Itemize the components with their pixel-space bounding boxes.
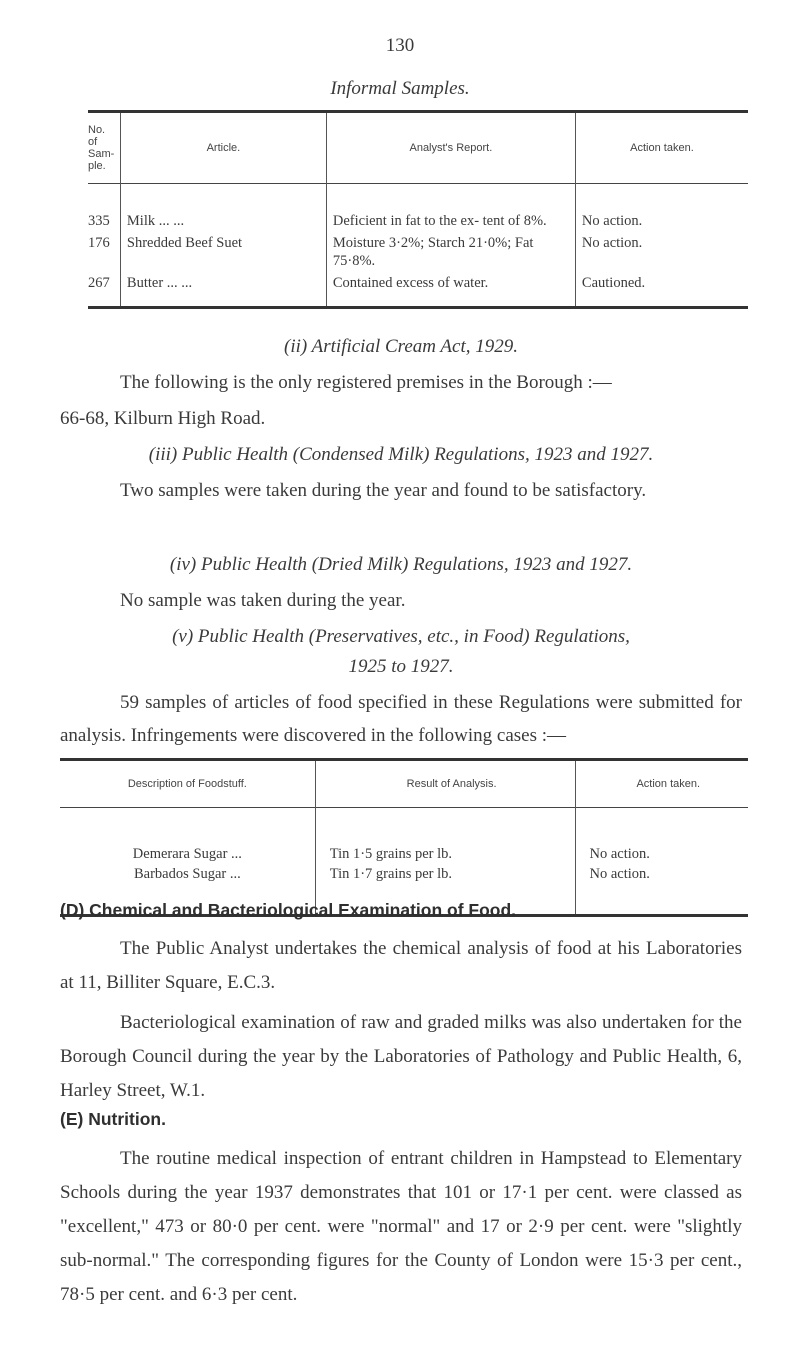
section-d-para2: Bacteriological examination of raw and graded milks was also undertaken for the Borough Council during the year by the Laboratories of Pathology and Public Health, 6, Harley Street, W.1. (60, 1012, 742, 1101)
sample-no: 335 (88, 213, 110, 229)
analysis-result: Tin 1·7 grains per lb. (315, 864, 575, 916)
foodstuff: Barbados Sugar ... (134, 866, 241, 882)
header-action-taken: Action taken. (575, 112, 748, 184)
article: Butter ... ... (120, 272, 326, 308)
table-header-row (88, 112, 748, 184)
table-header-row (60, 760, 748, 808)
sample-no: 176 (88, 235, 110, 251)
article: Milk ... ... (120, 184, 326, 233)
action-taken: No action. (575, 184, 748, 233)
table-row (88, 232, 748, 272)
analyst-report: Deficient in fat to the ex- tent of 8%. (326, 184, 575, 233)
section-iii-text: Two samples were taken during the year and found to be satisfactory. (120, 480, 647, 501)
table-row (88, 272, 748, 308)
analyst-report: Moisture 3·2%; Starch 21·0%; Fat 75·8%. (326, 232, 575, 272)
header-sample-no: No. of Sam- ple. (88, 124, 115, 172)
section-e-heading: (E) Nutrition. (60, 1109, 166, 1129)
section-iii-title: (iii) Public Health (Condensed Milk) Regulations, 1923 and 1927. (148, 444, 654, 465)
page-number: 130 (385, 35, 415, 56)
preservatives-table (60, 758, 748, 917)
section-d-heading: (D) Chemical and Bacteriological Examination of Food. (60, 900, 517, 920)
article: Shredded Beef Suet (120, 232, 326, 272)
action-taken: No action. (575, 808, 748, 865)
section-ii-title: (ii) Artificial Cream Act, 1929. (284, 336, 518, 357)
action-taken: No action. (575, 232, 748, 272)
header-result: Result of Analysis. (315, 760, 575, 808)
header-action: Action taken. (575, 760, 748, 808)
action-taken: Cautioned. (575, 272, 748, 308)
section-v-title-line2: 1925 to 1927. (348, 656, 454, 677)
header-description: Description of Foodstuff. (127, 778, 247, 790)
section-v-title-line1: (v) Public Health (Preservatives, etc., in Food) Regulations, (172, 626, 630, 647)
table-row (60, 808, 748, 865)
header-article: Article. (120, 112, 326, 184)
analysis-result: Tin 1·5 grains per lb. (315, 808, 575, 865)
analyst-report: Contained excess of water. (326, 272, 575, 308)
informal-samples-table (88, 110, 748, 309)
section-v-text: 59 samples of articles of food specified in these Regulations were submitted for analysis. Infringements were discovered in the following cases :— (60, 692, 742, 746)
table-row (88, 184, 748, 233)
section-iv-title: (iv) Public Health (Dried Milk) Regulations, 1923 and 1927. (169, 554, 633, 575)
foodstuff: Demerara Sugar ... (132, 846, 242, 862)
action-taken: No action. (575, 864, 748, 916)
sample-no: 267 (88, 275, 110, 291)
informal-samples-title: Informal Samples. (330, 78, 470, 99)
section-e-para1: The routine medical inspection of entrant children in Hampstead to Elementary Schools during the year 1937 demonstrates that 101 or 17·1 per cent. were classed as "excellent," 473 or 80·0 per cent. were "normal" and 17 or 2·9 per cent. were "slightly sub-normal." The corresponding figures for the County of London were 15·3 per cent., 78·5 per cent. and 6·3 per cent. (60, 1148, 742, 1305)
section-ii-text: The following is the only registered premises in the Borough :— (120, 372, 612, 393)
section-iv-text: No sample was taken during the year. (120, 590, 406, 611)
section-d-para1: The Public Analyst undertakes the chemical analysis of food at his Laboratories at 11, Billiter Square, E.C.3. (60, 938, 742, 993)
header-analyst-report: Analyst's Report. (326, 112, 575, 184)
section-ii-address: 66-68, Kilburn High Road. (60, 408, 266, 429)
